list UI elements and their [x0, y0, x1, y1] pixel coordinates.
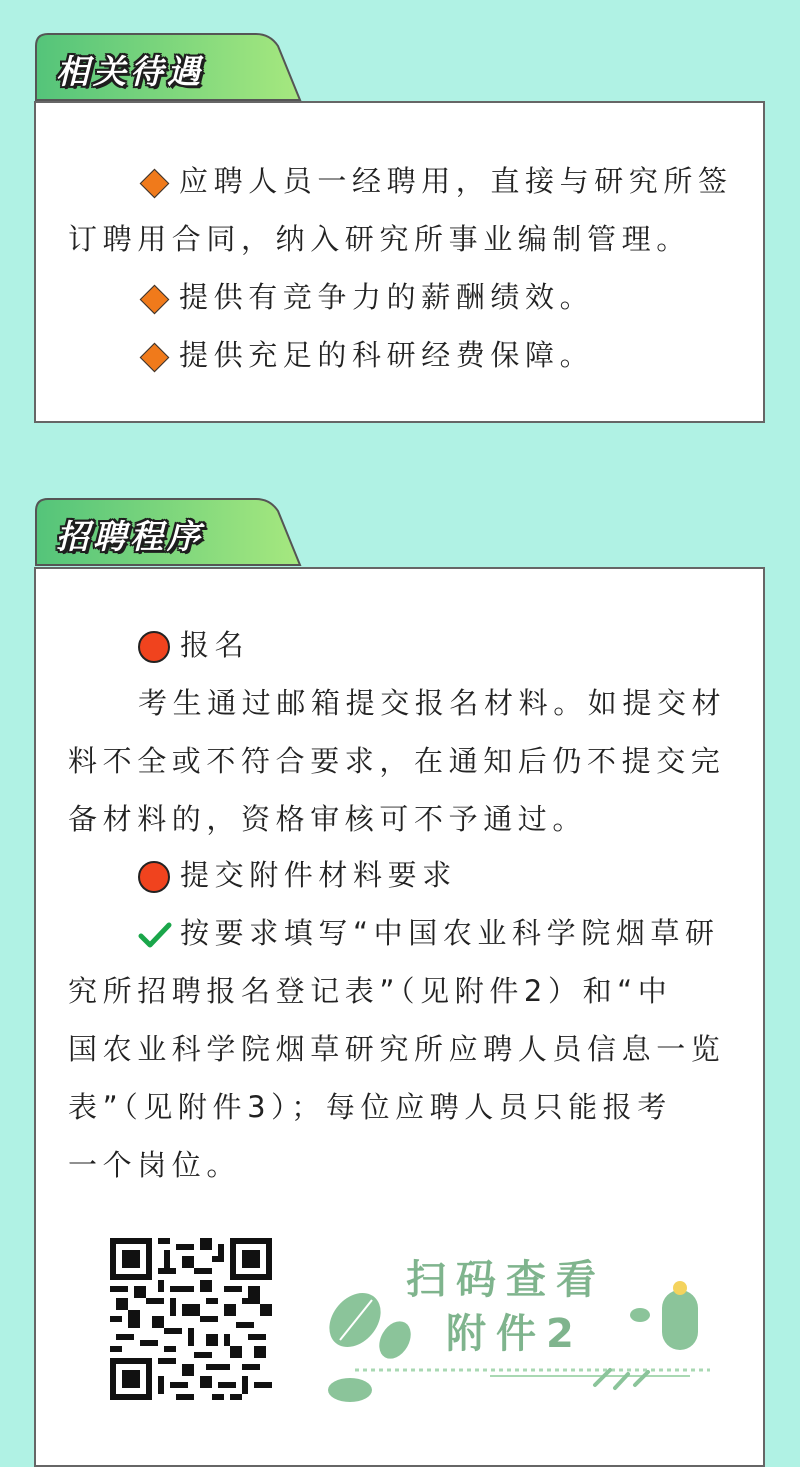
benefit-text: 应聘人员一经聘用，直接与研究所签 [179, 164, 733, 198]
heading-attachments [68, 855, 763, 895]
requirement-line [68, 913, 763, 953]
checkmark-icon [138, 921, 172, 949]
benefit-item-2 [68, 277, 763, 317]
section-title: 招聘程序 [56, 517, 204, 556]
paragraph-line: 究所招聘报名登记表”（见附件2）和“中 [68, 974, 673, 1008]
red-dot-icon [138, 631, 170, 663]
qr-code[interactable] [110, 1238, 272, 1400]
paragraph-line: 料不全或不符合要求，在通知后仍不提交完 [68, 744, 726, 778]
section-tab-procedure [34, 497, 302, 567]
benefit-item-1 [68, 161, 763, 201]
diamond-bullet-icon [140, 284, 170, 314]
section-tab-benefits [34, 32, 302, 102]
heading-text: 提交附件材料要求 [180, 858, 457, 892]
paragraph-line: 一个岗位。 [68, 1148, 242, 1182]
benefit-item-3 [68, 335, 763, 375]
benefit-item-1-cont: 订聘用合同，纳入研究所事业编制管理。 [68, 222, 691, 256]
paragraph-line: 考生通过邮箱提交报名材料。如提交材 [138, 686, 727, 720]
heading-text: 报名 [180, 628, 250, 662]
red-dot-icon [138, 861, 170, 893]
diamond-bullet-icon [140, 342, 170, 372]
scan-text-line1: 扫码查看 [406, 1257, 606, 1303]
requirement-text: 按要求填写“中国农业科学院烟草研 [180, 916, 720, 950]
scan-text-line2: 附件2 [446, 1311, 584, 1357]
paragraph-line: 国农业科学院烟草研究所应聘人员信息一览 [68, 1032, 726, 1066]
paragraph-line: 表”（见附件3）；每位应聘人员只能报考 [68, 1090, 672, 1124]
benefit-text: 提供充足的科研经费保障。 [179, 338, 595, 372]
benefit-text: 提供有竞争力的薪酬绩效。 [179, 280, 595, 314]
section-title: 相关待遇 [56, 52, 204, 91]
diamond-bullet-icon [140, 168, 170, 198]
paragraph-line: 备材料的，资格审核可不予通过。 [68, 802, 588, 836]
benefits-card [34, 101, 765, 423]
heading-registration [68, 625, 763, 665]
